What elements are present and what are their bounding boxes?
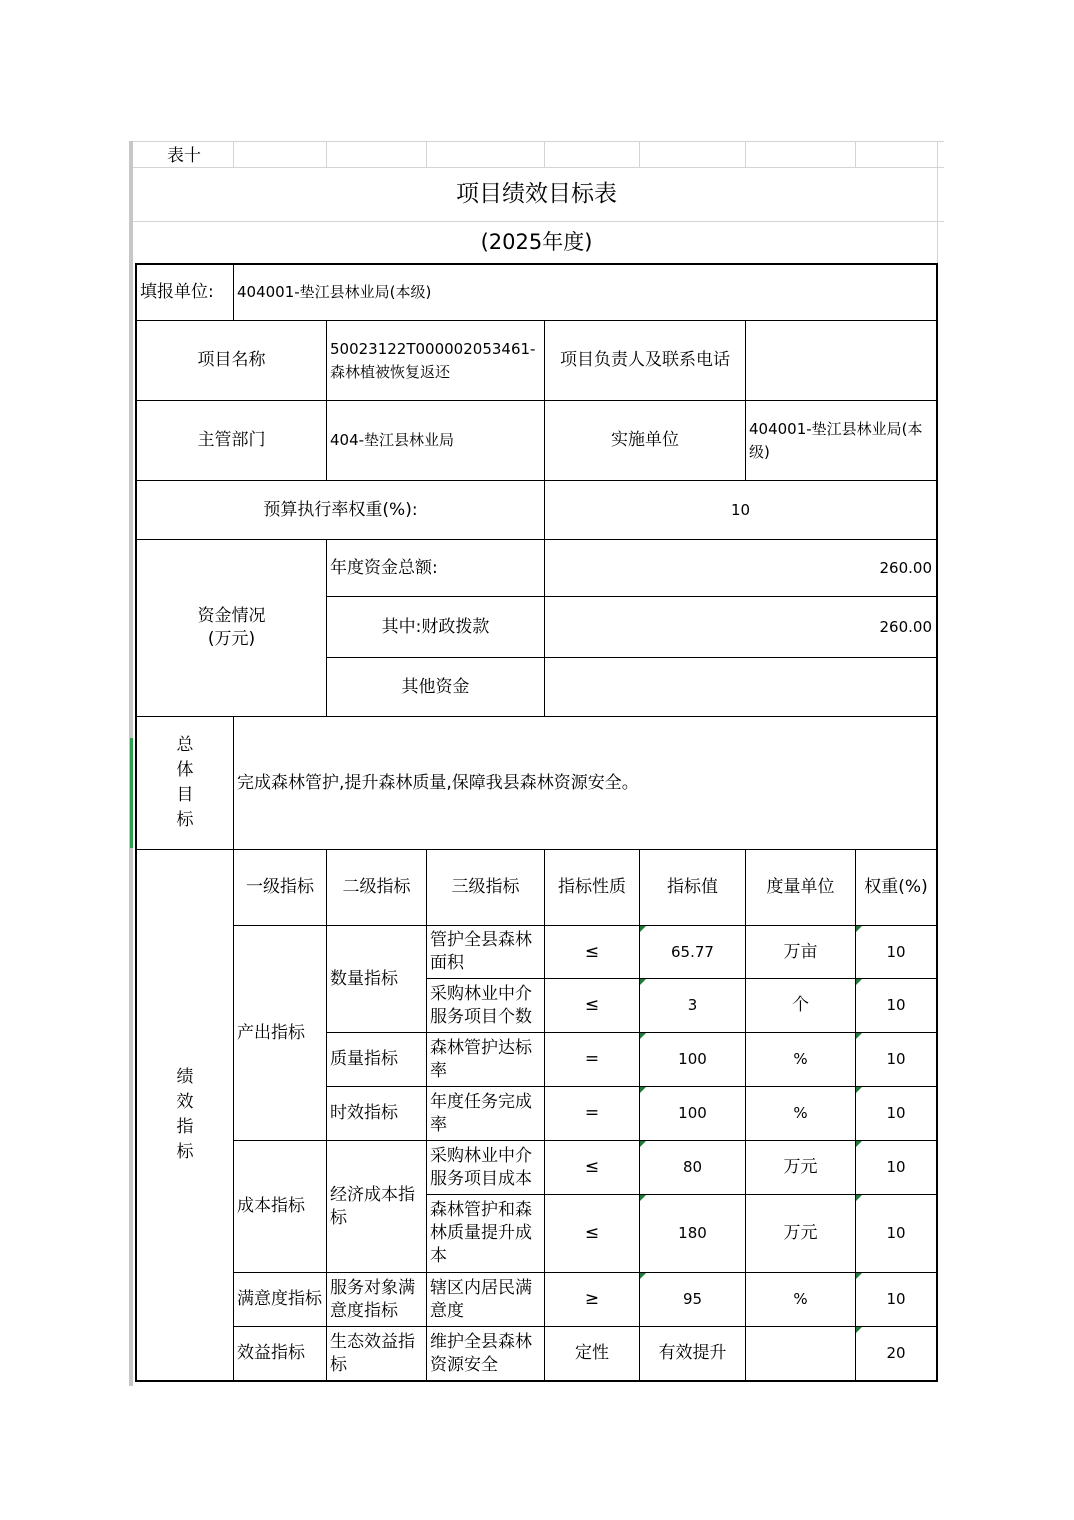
- level1-satisfaction: 满意度指标: [237, 1289, 322, 1309]
- indicator-row-1-nature: ≤: [584, 941, 600, 962]
- indicator-row-1-weight: 10: [886, 942, 906, 961]
- indicator-row-8-nature: 定性: [575, 1343, 609, 1363]
- overall-target-label-text: 总 体 目 标: [176, 735, 194, 830]
- unit-label: 填报单位:: [140, 282, 214, 302]
- header-level2: 二级指标: [342, 877, 411, 897]
- impl-value: 404001-垫江县林业局(本级): [749, 419, 923, 461]
- level2-timeliness: 时效指标: [330, 1103, 398, 1123]
- overall-target-value: 完成森林管护,提升森林质量,保障我县森林资源安全。: [237, 772, 639, 793]
- indicator-row-8-level3: 维护全县森林资源安全: [430, 1331, 532, 1375]
- table-label: 表十: [167, 145, 201, 166]
- performance-indicators-label-text: 绩 效 指 标: [176, 1067, 194, 1162]
- indicator-row-2-value: 3: [687, 996, 698, 1014]
- indicator-row-7-value: 95: [682, 1290, 703, 1308]
- unit-value: 404001-垫江县林业局(本级): [237, 283, 432, 301]
- level2-quality: 质量指标: [330, 1049, 398, 1069]
- page-subtitle: (2025年度): [480, 230, 593, 254]
- level1-cost: 成本指标: [237, 1196, 305, 1216]
- header-level1: 一级指标: [246, 877, 314, 897]
- indicator-row-5-level3: 采购林业中介服务项目成本: [430, 1145, 532, 1189]
- impl-label: 实施单位: [611, 430, 679, 450]
- indicator-row-5-value: 80: [682, 1158, 703, 1176]
- level1-benefit: 效益指标: [237, 1343, 305, 1363]
- indicator-row-7-unit: %: [793, 1290, 808, 1308]
- budget-rate-label: 预算执行率权重(%):: [263, 499, 418, 520]
- overall-target-label: [137, 717, 233, 849]
- indicator-row-8-value: 有效提升: [658, 1343, 727, 1363]
- indicator-row-4-nature: =: [584, 1103, 600, 1123]
- indicator-row-5-unit: 万元: [783, 1157, 818, 1177]
- header-level3: 三级指标: [451, 877, 520, 897]
- contact-label: 项目负责人及联系电话: [560, 350, 730, 370]
- indicator-row-5-weight: 10: [886, 1158, 906, 1176]
- indicator-row-6-value: 180: [678, 1224, 707, 1242]
- indicator-row-2-level3: 采购林业中介服务项目个数: [430, 983, 532, 1027]
- header-value: 指标值: [667, 877, 718, 897]
- performance-indicators-label: [137, 850, 233, 1380]
- indicator-row-6-level3: 森林管护和森林质量提升成本: [430, 1200, 532, 1266]
- indicator-row-4-level3: 年度任务完成率: [430, 1091, 532, 1135]
- annual-total-value: 260.00: [879, 558, 932, 577]
- indicator-row-5-nature: ≤: [584, 1157, 600, 1177]
- indicator-row-2-unit: 个: [792, 995, 809, 1015]
- indicator-row-3-nature: =: [584, 1049, 600, 1069]
- indicator-row-7-level3: 辖区内居民满意度: [430, 1277, 532, 1321]
- other-funds-value: [545, 658, 936, 716]
- indicator-row-1-value: 65.77: [671, 942, 714, 961]
- indicator-row-6-unit: 万元: [783, 1223, 818, 1243]
- indicator-row-3-weight: 10: [886, 1050, 906, 1068]
- indicator-row-2-weight: 10: [886, 996, 906, 1014]
- indicator-row-2-nature: ≤: [584, 995, 600, 1015]
- project-name-value: 50023122T000002053461-森林植被恢复返还: [330, 339, 536, 381]
- budget-rate-value: 10: [730, 500, 751, 519]
- funds-label: 资金情况 (万元): [197, 606, 266, 649]
- contact-value: [746, 321, 936, 400]
- indicator-row-6-weight: 10: [886, 1224, 906, 1242]
- indicator-row-3-level3: 森林管护达标率: [430, 1037, 532, 1081]
- header-unit: 度量单位: [766, 877, 835, 897]
- other-funds-label: 其他资金: [401, 676, 470, 697]
- level2-quantity: 数量指标: [330, 968, 398, 989]
- indicator-row-7-weight: 10: [886, 1290, 906, 1308]
- indicator-row-8-weight: 20: [886, 1344, 906, 1362]
- indicator-row-8-unit: [746, 1327, 855, 1380]
- dept-label: 主管部门: [197, 430, 266, 450]
- header-nature: 指标性质: [558, 877, 626, 897]
- indicator-row-3-value: 100: [678, 1050, 707, 1068]
- header-weight: 权重(%): [864, 877, 928, 897]
- indicator-row-3-unit: %: [793, 1050, 808, 1068]
- level2-economic-cost: 经济成本指标: [330, 1184, 415, 1228]
- annual-total-label: 年度资金总额:: [330, 557, 438, 578]
- fiscal-label: 其中:财政拨款: [381, 616, 490, 637]
- indicator-row-1-level3: 管护全县森林面积: [430, 930, 532, 973]
- indicator-row-4-value: 100: [678, 1104, 707, 1122]
- indicator-row-6-nature: ≤: [584, 1223, 600, 1243]
- indicator-row-4-weight: 10: [886, 1104, 906, 1122]
- level2-service-satisfaction: 服务对象满意度指标: [330, 1277, 415, 1321]
- level1-output: 产出指标: [237, 1022, 305, 1043]
- indicator-row-1-unit: 万亩: [783, 941, 818, 962]
- project-name-label: 项目名称: [197, 350, 266, 370]
- indicator-row-7-nature: ≥: [584, 1289, 600, 1309]
- indicator-row-4-unit: %: [793, 1104, 808, 1122]
- dept-value: 404-垫江县林业局: [330, 431, 455, 449]
- level2-ecological-benefit: 生态效益指标: [330, 1331, 415, 1375]
- page-title: 项目绩效目标表: [456, 181, 617, 207]
- fiscal-value: 260.00: [879, 617, 932, 636]
